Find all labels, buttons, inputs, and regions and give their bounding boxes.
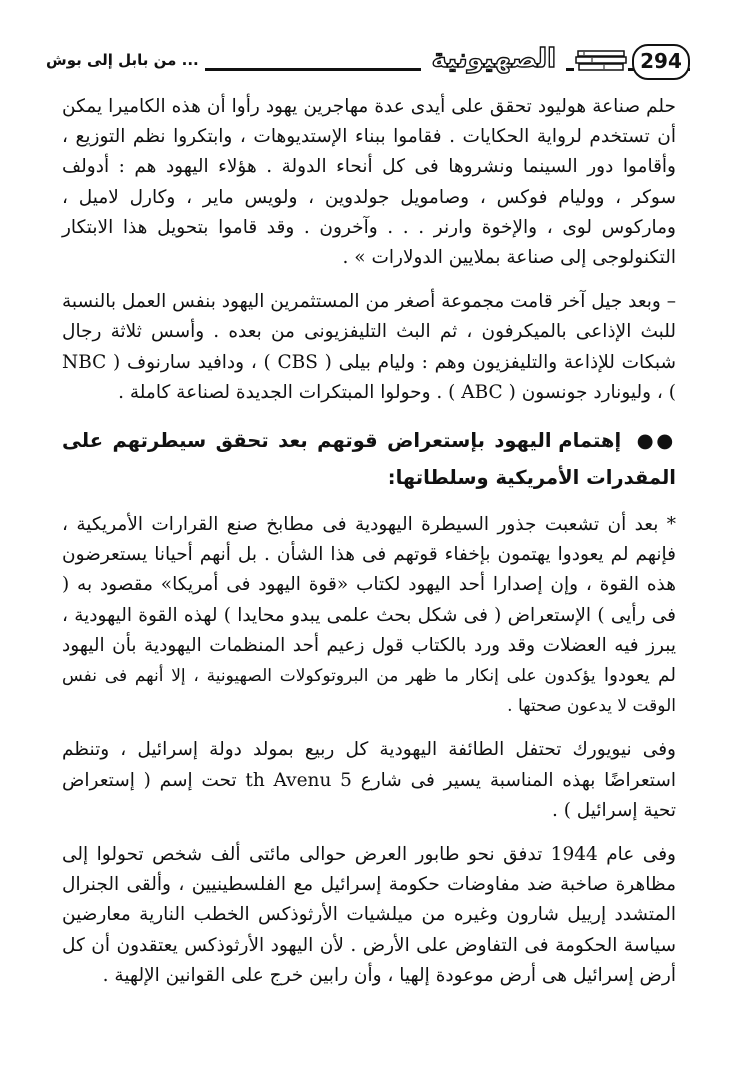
paragraph-1944-demonstration: وفى عام 1944 تدفق نحو طابور العرض حوالى مائتى ألف شخص تحولوا إلى مظاهرة صاخبة ضد مفاوضات حكومة إسرائيل مع الفلسطينيين ، وألقى الجنرال المتشدد إرييل شارون وغيره من ميلشيات الأرثوذكس الخطب النارية معارضين سياسة الحكومة فى التفاوض على الأرض . لأن اليهود الأرثوذكس يعتقدون أن كل أرض إسرائيل هى أرض موعودة إلهيا ، وأن رابين خرج على القوانين الإلهية .	[62, 844, 676, 986]
paragraph-hollywood: حلم صناعة هوليود تحقق على أيدى عدة مهاجرين يهود رأوا أن هذه الكاميرا يمكن أن تستخدم لرواية الحكايات . فقاموا ببناء الإستديوهات ، وابتكروا نظم التوزيع ، وأقاموا دور السينما ونشروها فى كل أنحاء الدولة . هؤلاء اليهود هم : أدولف سوكر ، ووليام فوكس ، وصامويل جولدوين ، ولويس ماير ، وكارل لاميل ، وماركوس لوى ، والإخوة وارنر . . . وآخرون . وقد قاموا بتحويل هذا الابتكار التكنولوجى إلى صناعة بملايين الدولارات » .	[62, 96, 676, 269]
running-header	[40, 42, 690, 82]
paragraph-power-display-end: يؤكدون على إنكار ما ظهر من البروتوكولات الصهيونية ، إلا أنهم فى نفس الوقت لا يدعون صحتها .	[62, 666, 676, 717]
page-body	[62, 92, 676, 1005]
stacked-books-icon	[574, 48, 628, 72]
paragraph-power-display	[62, 510, 676, 721]
paragraph-broadcast: – وبعد جيل آخر قامت مجموعة أصغر من المستثمرين اليهود بنفس العمل بالنسبة للبث الإذاعى بالميكرفون ، ثم البث التليفزيونى من بعده . وأسس ثلاثة رجال شبكات للإذاعة والتليفزيون وهم : وليام بيلى ( CBS ) ، ودافيد سارنوف ( NBC ) ، وليونارد جونسون ( ABC ) . وحولوا المبتكرات الجديدة لصناعة كاملة .	[62, 291, 676, 403]
heading-text: إهتمام اليهود بإستعراض قوتهم بعد تحقق سيطرتهم على المقدرات الأمريكية وسلطاتها:	[62, 429, 676, 490]
book-title: الصهيونية	[421, 42, 566, 76]
book-subtitle: ... من بابل إلى بوش	[40, 46, 205, 74]
paragraph-new-york-parade: وفى نيويورك تحتفل الطائفة اليهودية كل ربيع بمولد دولة إسرائيل ، وتنظم استعراضًا بهذه المناسبة يسير فى شارع 5 th Avenu تحت إسم ( إستعراض تحية إسرائيل ) .	[62, 739, 676, 821]
section-heading	[62, 422, 676, 496]
heading-bullet: ●●	[636, 429, 676, 453]
paragraph-power-display-text: * بعد أن تشعبت جذور السيطرة اليهودية فى مطابخ صنع القرارات الأمريكية ، فإنهم لم يعودوا يهتمون بإخفاء قوتهم فى هذا الشأن . بل أنهم أحيانا يستعرضون هذه القوة ، وإن إصدارا أحد اليهود لكتاب «قوة اليهود فى أمريكا» مقصود به ( فى رأيى ) الإستعراض ( فى شكل بحث علمى يبدو محايدا ) لهذه القوة اليهودية ، يبرز فيه العضلات وقد ورد بالكتاب قول زعيم أحد المنظمات اليهودية بأن اليهود لم يعودوا	[62, 514, 676, 687]
page-number: 294	[632, 44, 690, 80]
